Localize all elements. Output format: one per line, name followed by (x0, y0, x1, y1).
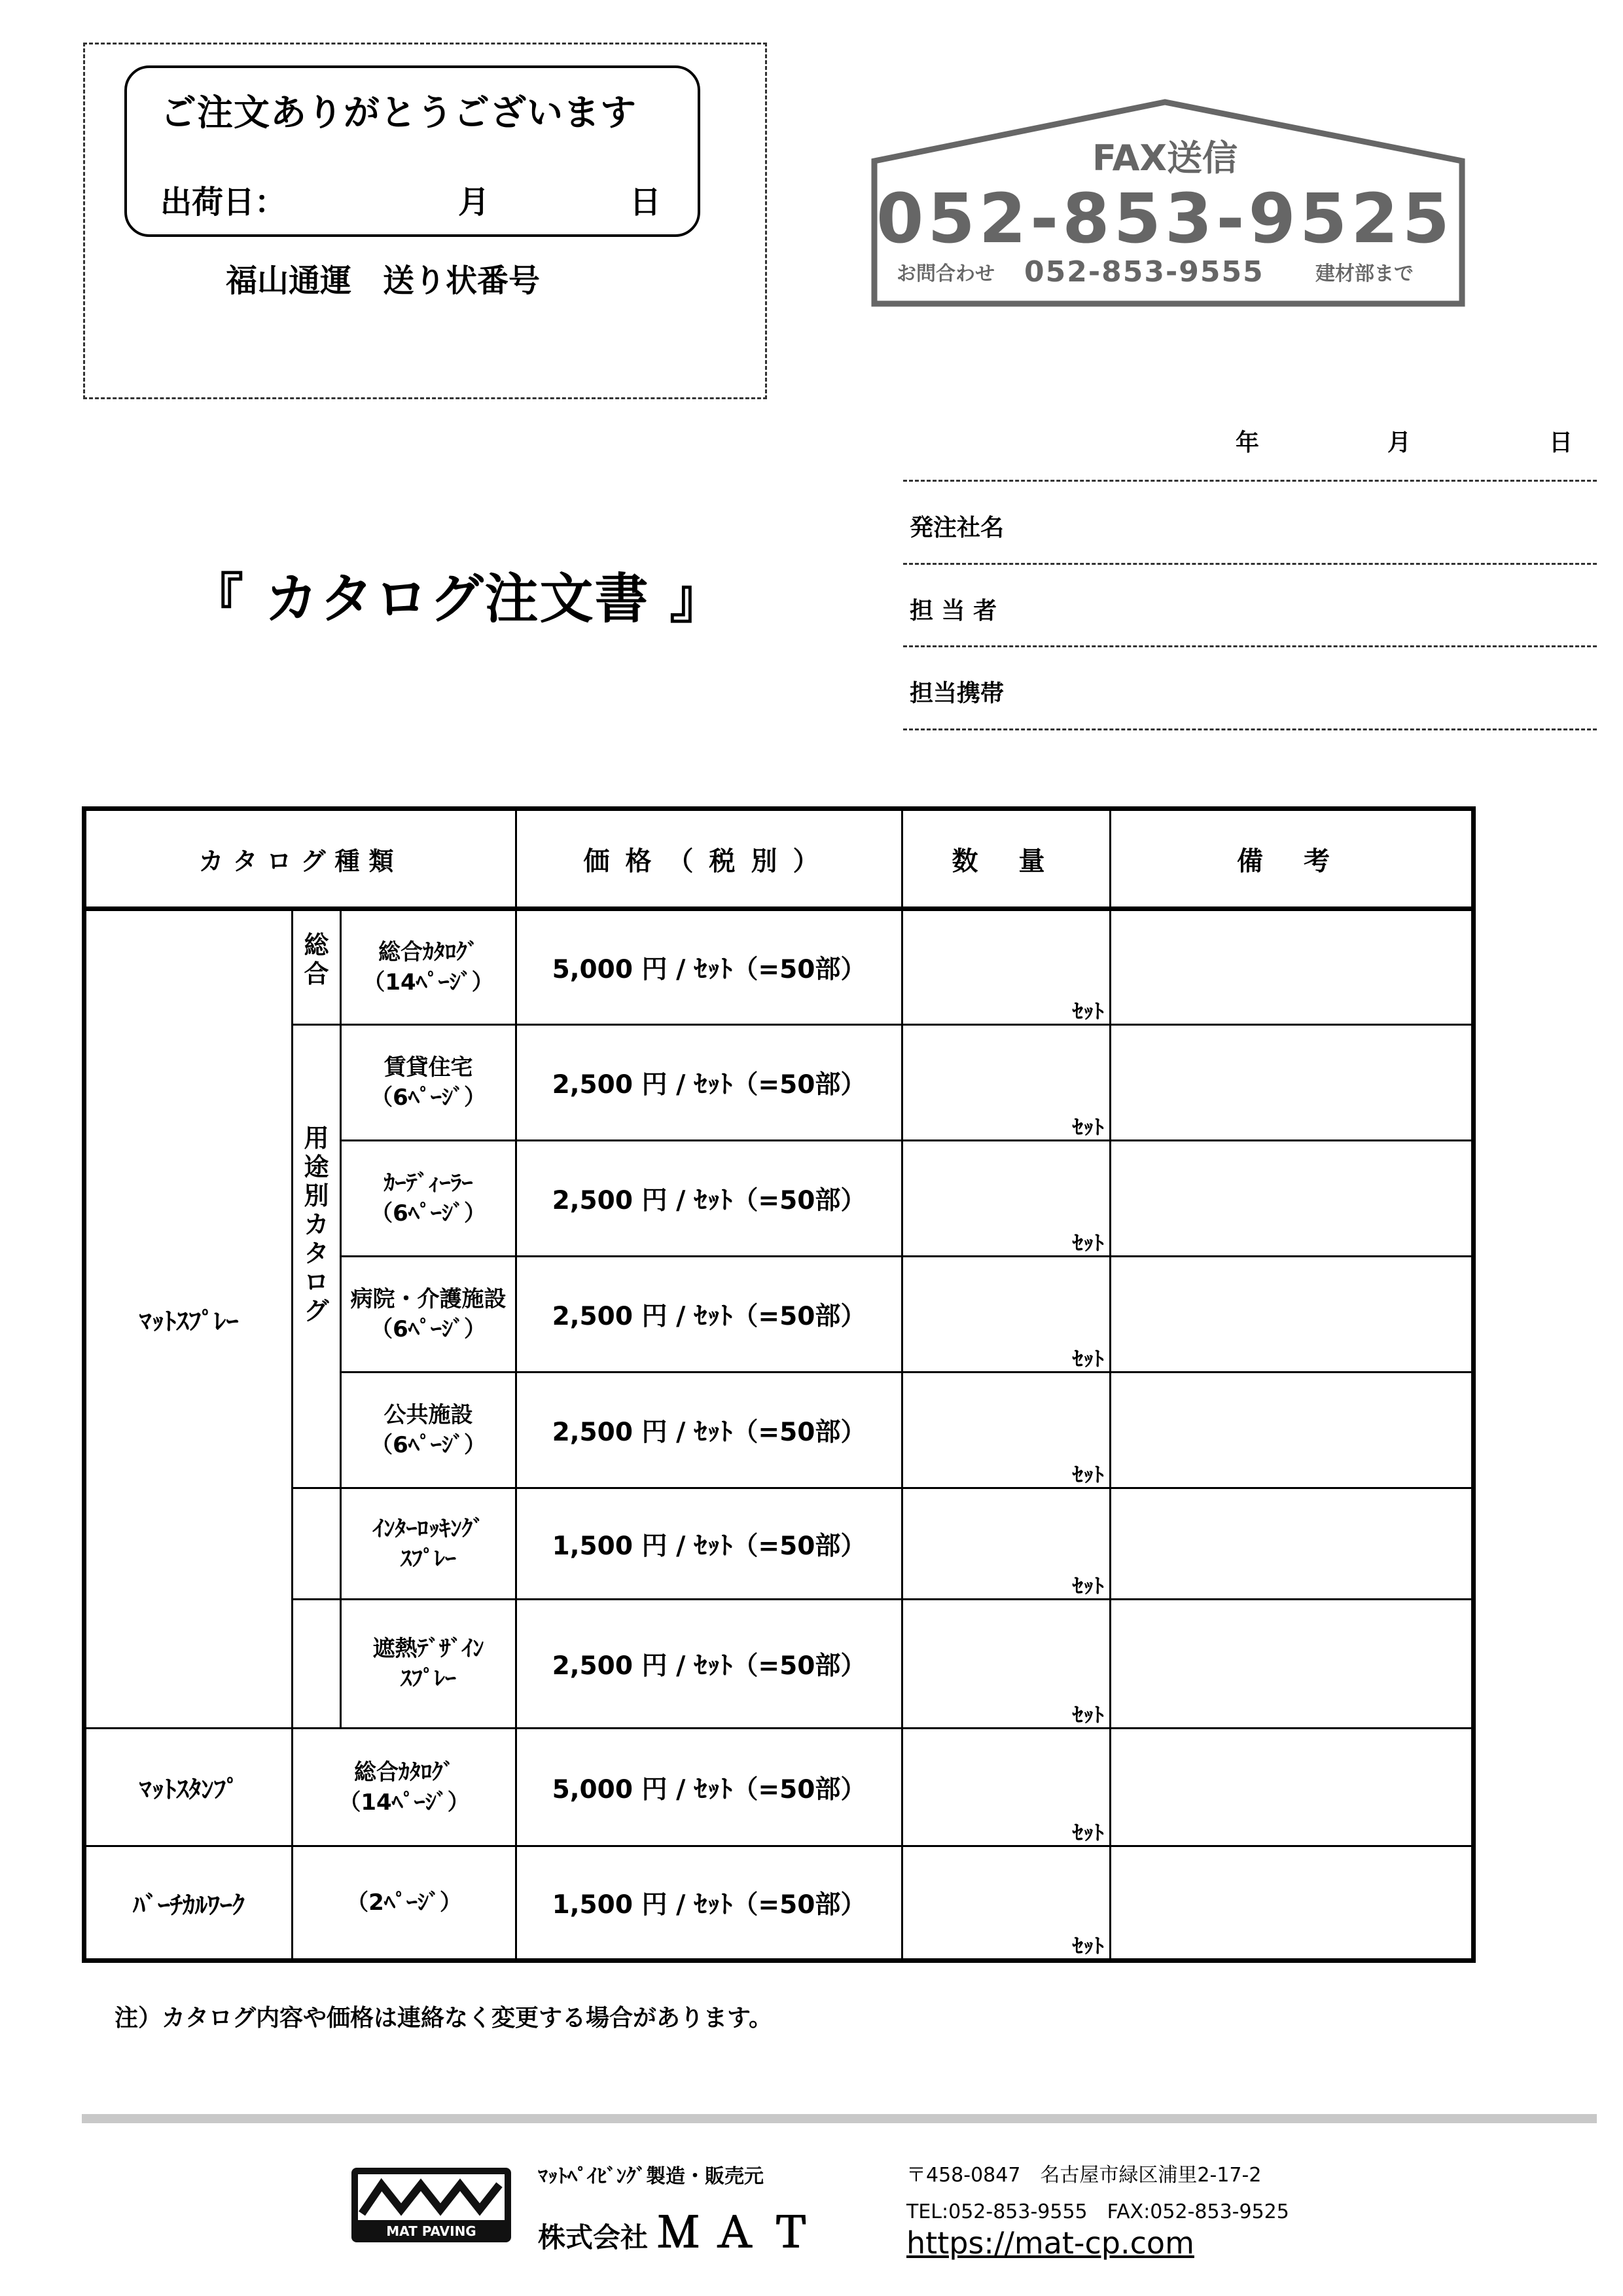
catalog-name (293, 1729, 516, 1846)
table-row (84, 1729, 1474, 1846)
quantity-input[interactable] (902, 1025, 1111, 1141)
catalog-name-line2: ｽﾌﾟﾚｰ (401, 1545, 456, 1572)
company-website-link[interactable]: https://mat-cp.com (906, 2225, 1194, 2261)
quantity-input[interactable] (902, 1141, 1111, 1257)
group-vertical-work: ﾊﾞｰﾁｶﾙﾜｰｸ (84, 1846, 293, 1961)
remarks-input[interactable] (1111, 1488, 1474, 1600)
inquiry-prefix: お問合わせ (897, 262, 995, 285)
unit-label: ｾｯﾄ (1072, 1230, 1104, 1255)
company-tel-fax: TEL:052-853-9555 FAX:052-853-9525 (906, 2200, 1289, 2223)
catalog-name-line1: ｲﾝﾀｰﾛｯｷﾝｸﾞ (372, 1515, 484, 1542)
quantity-input[interactable] (902, 909, 1111, 1025)
quantity-input[interactable] (902, 1372, 1111, 1488)
catalog-name (341, 1025, 516, 1141)
catalog-name-line2: ｽﾌﾟﾚｰ (401, 1666, 456, 1692)
header-price: 価格（税別） (516, 809, 902, 909)
price-cell: 2,500 円 / ｾｯﾄ（=50部） (516, 1025, 902, 1141)
catalog-name-line2: （14ﾍﾟｰｼﾞ） (338, 1789, 470, 1816)
company-name: ＭＡＴ (657, 2209, 827, 2257)
quantity-input[interactable] (902, 1488, 1111, 1600)
header-catalog-type: カタログ種類 (84, 809, 516, 909)
remarks-input[interactable] (1111, 1141, 1474, 1257)
date-month: 月 (1387, 429, 1412, 456)
date-day: 日 (1549, 429, 1573, 456)
footer-divider (82, 2114, 1597, 2123)
remarks-input[interactable] (1111, 1846, 1474, 1961)
remarks-input[interactable] (1111, 1729, 1474, 1846)
catalog-name-line1: 公共施設 (383, 1402, 473, 1428)
catalog-name-line2: （6ﾍﾟｰｼﾞ） (370, 1432, 486, 1458)
catalog-name-line2: （14ﾍﾟｰｼﾞ） (363, 969, 494, 996)
catalog-name-line1: ｶｰﾃﾞｨｰﾗｰ (383, 1170, 473, 1196)
fax-title: FAX送信 (1092, 137, 1238, 179)
fax-banner (870, 98, 1466, 308)
logo-text: MAT PAVING (386, 2223, 476, 2239)
remarks-input[interactable] (1111, 909, 1474, 1025)
price-cell: 2,500 円 / ｾｯﾄ（=50部） (516, 1372, 902, 1488)
table-row (84, 909, 1474, 1025)
field-divider (903, 645, 1597, 647)
field-person-label: 担 当 者 (910, 598, 997, 624)
price-cell: 1,500 円 / ｾｯﾄ（=50部） (516, 1488, 902, 1600)
unit-label: ｾｯﾄ (1072, 1462, 1104, 1487)
catalog-name (341, 1372, 516, 1488)
price-change-note: 注）カタログ内容や価格は連絡なく変更する場合があります。 (115, 2005, 773, 2032)
table-header-row (84, 809, 1474, 909)
catalog-name-line1: 賃貸住宅 (383, 1054, 473, 1081)
catalog-name (341, 909, 516, 1025)
subgroup-general (293, 909, 341, 1025)
table-row (84, 1600, 1474, 1729)
subgroup-usage-label: 用途別カタログ (304, 1124, 329, 1325)
catalog-name (341, 1600, 516, 1729)
ship-date-month: 月 (458, 184, 490, 221)
unit-label: ｾｯﾄ (1072, 1346, 1104, 1371)
ship-date-label: 出荷日： (160, 184, 287, 221)
remarks-input[interactable] (1111, 1257, 1474, 1372)
catalog-name-line2: （6ﾍﾟｰｼﾞ） (370, 1085, 486, 1111)
table-row (84, 1025, 1474, 1141)
unit-label: ｾｯﾄ (1072, 1702, 1104, 1727)
price-cell: 5,000 円 / ｾｯﾄ（=50部） (516, 1729, 902, 1846)
document-title: 『 カタログ注文書 』 (190, 568, 725, 630)
carrier-tracking-label: 福山通運 送り状番号 (226, 262, 541, 299)
catalog-name (341, 1257, 516, 1372)
empty-subgroup-cell (293, 1600, 341, 1729)
quantity-input[interactable] (902, 1257, 1111, 1372)
company-address: 〒458-0847 名古屋市緑区浦里2-17-2 (906, 2164, 1262, 2187)
empty-subgroup-cell (293, 1488, 341, 1600)
header-quantity: 数 量 (902, 809, 1111, 909)
remarks-input[interactable] (1111, 1372, 1474, 1488)
remarks-input[interactable] (1111, 1025, 1474, 1141)
quantity-input[interactable] (902, 1729, 1111, 1846)
footer-tagline: ﾏｯﾄﾍﾟｲﾋﾞﾝｸﾞ製造・販売元 (538, 2165, 764, 2188)
catalog-name-line1: 病院・介護施設 (350, 1286, 507, 1312)
order-table (82, 806, 1476, 1963)
ship-date-day: 日 (630, 184, 662, 221)
catalog-name-line1: 総合ｶﾀﾛｸﾞ (354, 1759, 454, 1785)
field-company-label: 発注社名 (910, 514, 1005, 541)
subgroup-usage (293, 1025, 341, 1488)
price-cell: 1,500 円 / ｾｯﾄ（=50部） (516, 1846, 902, 1961)
header-remarks: 備 考 (1111, 809, 1474, 909)
field-divider (903, 563, 1597, 565)
price-cell: 2,500 円 / ｾｯﾄ（=50部） (516, 1141, 902, 1257)
unit-label: ｾｯﾄ (1072, 1115, 1104, 1139)
table-row (84, 1488, 1474, 1600)
thanks-message: ご注文ありがとうございます (160, 92, 637, 134)
table-row (84, 1846, 1474, 1961)
quantity-input[interactable] (902, 1600, 1111, 1729)
quantity-input[interactable] (902, 1846, 1111, 1961)
company-block (538, 2199, 827, 2259)
unit-label: ｾｯﾄ (1072, 1933, 1104, 1958)
price-cell: 5,000 円 / ｾｯﾄ（=50部） (516, 909, 902, 1025)
mat-paving-logo (350, 2166, 512, 2244)
group-mat-stamp: ﾏｯﾄｽﾀﾝﾌﾟ (84, 1729, 293, 1846)
unit-label: ｾｯﾄ (1072, 999, 1104, 1024)
fax-number: 052-853-9525 (876, 179, 1454, 259)
subgroup-general-label: 総合 (304, 931, 329, 988)
inquiry-suffix: 建材部まで (1315, 262, 1414, 285)
catalog-name-line1: 総合ｶﾀﾛｸﾞ (378, 939, 478, 965)
group-mat-spray: ﾏｯﾄｽﾌﾟﾚｰ (84, 909, 293, 1729)
unit-label: ｾｯﾄ (1072, 1573, 1104, 1598)
company-prefix: 株式会社 (538, 2221, 649, 2253)
catalog-name-line2: （6ﾍﾟｰｼﾞ） (370, 1200, 486, 1227)
date-year: 年 (1236, 429, 1260, 456)
field-mobile-label: 担当携帯 (910, 680, 1005, 707)
catalog-name-line1: 遮熱ﾃﾞｻﾞｲﾝ (372, 1636, 484, 1662)
price-cell: 2,500 円 / ｾｯﾄ（=50部） (516, 1257, 902, 1372)
catalog-name-line2: （6ﾍﾟｰｼﾞ） (370, 1316, 486, 1342)
field-divider (903, 480, 1597, 482)
catalog-name (341, 1488, 516, 1600)
remarks-input[interactable] (1111, 1600, 1474, 1729)
inquiry-number: 052-853-9555 (1024, 255, 1264, 289)
catalog-name (341, 1141, 516, 1257)
price-cell: 2,500 円 / ｾｯﾄ（=50部） (516, 1600, 902, 1729)
unit-label: ｾｯﾄ (1072, 1820, 1104, 1845)
catalog-name: （2ﾍﾟｰｼﾞ） (293, 1846, 516, 1961)
field-divider (903, 728, 1597, 730)
